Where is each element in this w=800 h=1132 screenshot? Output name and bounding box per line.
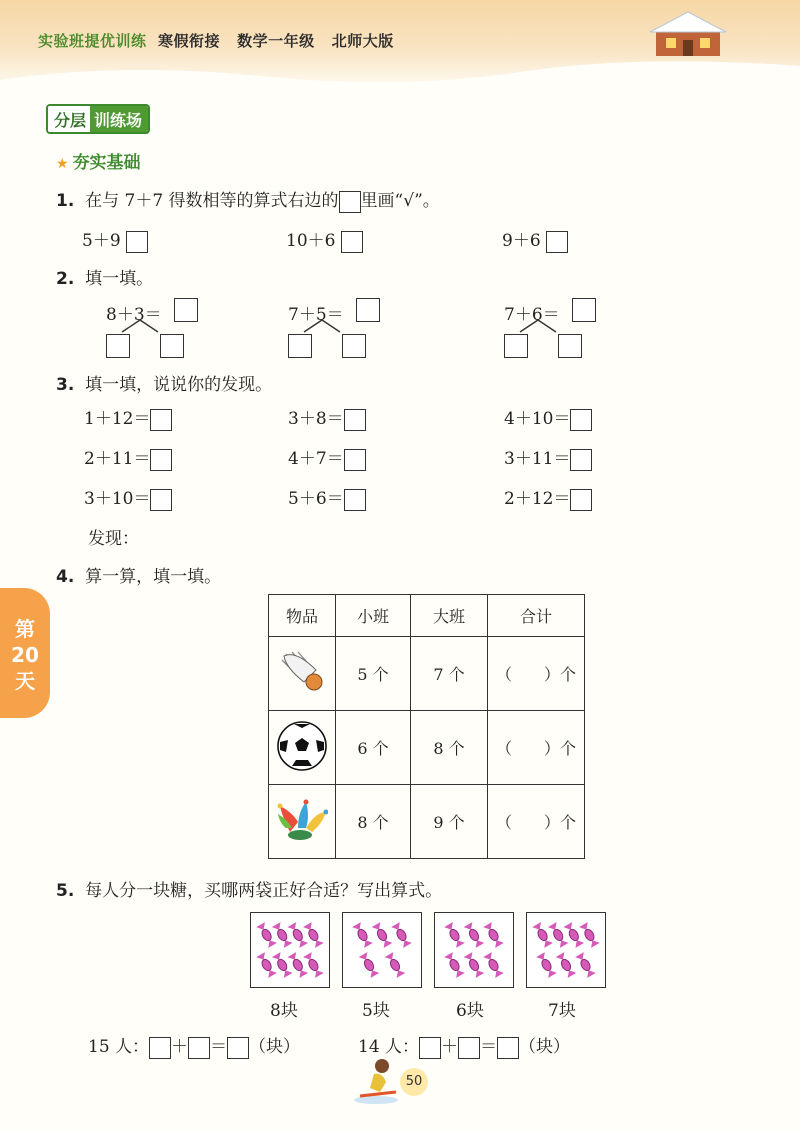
- q4-header-row: [269, 595, 585, 637]
- candy-icon: [287, 922, 308, 948]
- candy-icon: [359, 952, 380, 978]
- q2-split-box-2a[interactable]: [288, 334, 312, 358]
- q5-eq1-box-sum[interactable]: [227, 1037, 249, 1059]
- header-title: [38, 30, 394, 51]
- candy-icon: [556, 952, 577, 978]
- q3-item-2-2: [288, 444, 366, 471]
- q3-item-3-2: [504, 444, 592, 471]
- q1-answer-box-3[interactable]: [546, 231, 568, 253]
- candy-icon: [563, 922, 584, 948]
- q2-split-box-1a[interactable]: [106, 334, 130, 358]
- q3-expr-1-3: 3＋10＝: [84, 489, 151, 509]
- q4-item-cell-1: [269, 637, 336, 711]
- q2-split-3: [498, 296, 608, 362]
- q4-table: [268, 594, 585, 859]
- q5-eq1-box-b[interactable]: [188, 1037, 210, 1059]
- q3-expr-3-2: 3＋11＝: [504, 449, 571, 469]
- q4-prompt: [56, 562, 221, 587]
- candy-icons-1: [251, 913, 329, 987]
- q4-small-1: 5 个: [336, 637, 411, 711]
- q5-eq1-prefix: 15 人：: [88, 1037, 150, 1057]
- subsection-title: [56, 148, 141, 173]
- q3-item-2-3: [288, 484, 366, 511]
- q1-option-2: [286, 226, 363, 253]
- q4-big-3: 9 个: [411, 785, 488, 859]
- q3-item-1-1: [84, 404, 172, 431]
- header-brand: 实验班提优训练: [38, 32, 147, 50]
- q3-prompt: [56, 370, 272, 395]
- candy-bag-1[interactable]: [250, 912, 330, 988]
- candy-bag-2[interactable]: [342, 912, 422, 988]
- day-tab: [0, 588, 50, 718]
- day-tab-line3: 天: [15, 669, 35, 693]
- q4-total-2[interactable]: （ ）个: [488, 711, 585, 785]
- q4-big-2: 8 个: [411, 711, 488, 785]
- page-number: 50: [400, 1068, 428, 1096]
- q2-expr-1: 8＋3＝: [106, 305, 162, 325]
- q5-eq2-prefix: 14 人：: [358, 1037, 420, 1057]
- candy-icon: [385, 952, 406, 978]
- q3-expr-3-1: 4＋10＝: [504, 409, 571, 429]
- q3-expr-2-2: 4＋7＝: [288, 449, 344, 469]
- candy-icons-2: [343, 913, 421, 987]
- section-badge: [46, 104, 150, 134]
- q2-expr-3: 7＋6＝: [504, 305, 560, 325]
- q2-split-box-1b[interactable]: [160, 334, 184, 358]
- q3-box-3-2[interactable]: [570, 449, 592, 471]
- candy-icons-3: [435, 913, 513, 987]
- q3-item-1-3: [84, 484, 172, 511]
- q2-split-box-3b[interactable]: [558, 334, 582, 358]
- candy-bag-label-2: 5块: [362, 1001, 390, 1021]
- q5-eq2-plus: ＋: [441, 1037, 459, 1057]
- q3-box-3-1[interactable]: [570, 409, 592, 431]
- q5-equation-15: [88, 1032, 300, 1059]
- candy-icon: [532, 922, 553, 948]
- candy-icon: [548, 922, 569, 948]
- section-badge-part2: 训练场: [90, 106, 148, 132]
- candy-icon: [352, 922, 373, 948]
- candy-icon: [579, 922, 600, 948]
- section-badge-part1: 分层: [48, 106, 90, 132]
- q3-box-1-2[interactable]: [150, 449, 172, 471]
- q1-text-after: 里画“√”。: [360, 191, 440, 211]
- q1-option-1: [82, 226, 148, 253]
- q5-eq2-unit: （块）: [519, 1037, 571, 1057]
- q4-small-2: 6 个: [336, 711, 411, 785]
- q3-box-3-3[interactable]: [570, 489, 592, 511]
- q2-text: 填一填。: [85, 269, 154, 289]
- q4-header-total: 合计: [488, 595, 585, 637]
- candy-icon: [483, 952, 504, 978]
- q3-box-2-2[interactable]: [344, 449, 366, 471]
- q3-box-1-1[interactable]: [150, 409, 172, 431]
- q2-expr-2: 7＋5＝: [288, 305, 344, 325]
- q3-finding-label: 发现：: [88, 529, 139, 549]
- q1-option-2-text: 10＋6: [286, 231, 336, 251]
- table-row: [269, 637, 585, 711]
- day-tab-line1: 第: [15, 617, 35, 641]
- q5-eq2-box-b[interactable]: [458, 1037, 480, 1059]
- day-tab-line2: 20: [11, 643, 39, 667]
- q4-header-item: 物品: [269, 595, 336, 637]
- q5-eq1-unit: （块）: [249, 1037, 301, 1057]
- shuttlecock-icon: [278, 648, 326, 696]
- candy-icon: [575, 952, 596, 978]
- q3-box-2-3[interactable]: [344, 489, 366, 511]
- candy-icon: [444, 922, 465, 948]
- candy-icons-4: [527, 913, 605, 987]
- q2-split-box-3a[interactable]: [504, 334, 528, 358]
- candy-icon: [272, 922, 293, 948]
- q5-eq2-box-a[interactable]: [419, 1037, 441, 1059]
- q3-expr-1-1: 1＋12＝: [84, 409, 151, 429]
- q4-big-1: 7 个: [411, 637, 488, 711]
- candy-icon: [372, 922, 393, 948]
- q5-eq1-box-a[interactable]: [149, 1037, 171, 1059]
- q1-option-1-text: 5＋9: [82, 231, 121, 251]
- q5-equation-14: [358, 1032, 570, 1059]
- q1-inline-box: [339, 191, 361, 213]
- q4-header-small: 小班: [336, 595, 411, 637]
- candy-icon: [303, 922, 324, 948]
- q5-text: 每人分一块糖，买哪两袋正好合适？写出算式。: [85, 881, 443, 901]
- candy-bag-3[interactable]: [434, 912, 514, 988]
- table-row: [269, 785, 585, 859]
- q1-answer-box-2[interactable]: [341, 231, 363, 253]
- header-snow-wave: [0, 58, 800, 98]
- candy-icon: [444, 952, 465, 978]
- candy-icon: [272, 952, 293, 978]
- q4-total-3[interactable]: （ ）个: [488, 785, 585, 859]
- q1-option-3-text: 9＋6: [502, 231, 541, 251]
- q3-item-3-3: [504, 484, 592, 511]
- q2-split-box-2b[interactable]: [342, 334, 366, 358]
- q1-number: 1.: [56, 191, 75, 211]
- skier-mascot-icon: [352, 1056, 402, 1106]
- q4-small-3: 8 个: [336, 785, 411, 859]
- q3-box-1-3[interactable]: [150, 489, 172, 511]
- q4-item-cell-2: [269, 711, 336, 785]
- q3-text: 填一填，说说你的发现。: [85, 375, 273, 395]
- candy-icon: [287, 952, 308, 978]
- q4-text: 算一算，填一填。: [85, 567, 222, 587]
- candy-bag-4[interactable]: [526, 912, 606, 988]
- candy-icon: [536, 952, 557, 978]
- subsection-label: 夯实基础: [72, 153, 141, 173]
- q2-prompt: [56, 264, 153, 289]
- star-icon: ★: [56, 156, 69, 172]
- candy-icon: [483, 922, 504, 948]
- soccer-ball-icon: [276, 720, 328, 772]
- q3-box-2-1[interactable]: [344, 409, 366, 431]
- q5-eq1-plus: ＋: [171, 1037, 189, 1057]
- q1-answer-box-1[interactable]: [126, 231, 148, 253]
- q3-expr-3-3: 2＋12＝: [504, 489, 571, 509]
- q4-number: 4.: [56, 567, 75, 587]
- q3-expr-2-3: 5＋6＝: [288, 489, 344, 509]
- q3-expr-1-2: 2＋11＝: [84, 449, 151, 469]
- q3-number: 3.: [56, 375, 75, 395]
- q5-eq2-box-sum[interactable]: [497, 1037, 519, 1059]
- q4-item-cell-3: [269, 785, 336, 859]
- candy-icon: [303, 952, 324, 978]
- q1-text-before: 在与 7＋7 得数相等的算式右边的: [85, 191, 339, 211]
- candy-icon: [464, 922, 485, 948]
- q4-total-1[interactable]: （ ）个: [488, 637, 585, 711]
- candy-icon: [256, 922, 277, 948]
- candy-bag-label-4: 7块: [548, 1001, 576, 1021]
- q2-number: 2.: [56, 269, 75, 289]
- q5-number: 5.: [56, 881, 75, 901]
- q5-eq2-equals: ＝: [480, 1037, 498, 1057]
- q3-item-2-1: [288, 404, 366, 431]
- jester-hat-icon: [276, 798, 328, 842]
- q5-prompt: [56, 876, 442, 901]
- table-row: [269, 711, 585, 785]
- q4-header-big: 大班: [411, 595, 488, 637]
- q3-item-3-1: [504, 404, 592, 431]
- q3-expr-2-1: 3＋8＝: [288, 409, 344, 429]
- candy-icon: [256, 952, 277, 978]
- candy-icon: [464, 952, 485, 978]
- q2-split-1: [100, 296, 210, 362]
- candy-bag-label-3: 6块: [456, 1001, 484, 1021]
- q3-item-1-2: [84, 444, 172, 471]
- q2-split-2: [282, 296, 392, 362]
- snow-house-icon: [648, 10, 728, 58]
- q1-option-3: [502, 226, 568, 253]
- candy-icon: [391, 922, 412, 948]
- q1-prompt: [56, 186, 440, 213]
- q5-eq1-equals: ＝: [210, 1037, 228, 1057]
- candy-bag-label-1: 8块: [270, 1001, 298, 1021]
- header-subtitle: 寒假衔接 数学一年级 北师大版: [146, 32, 394, 50]
